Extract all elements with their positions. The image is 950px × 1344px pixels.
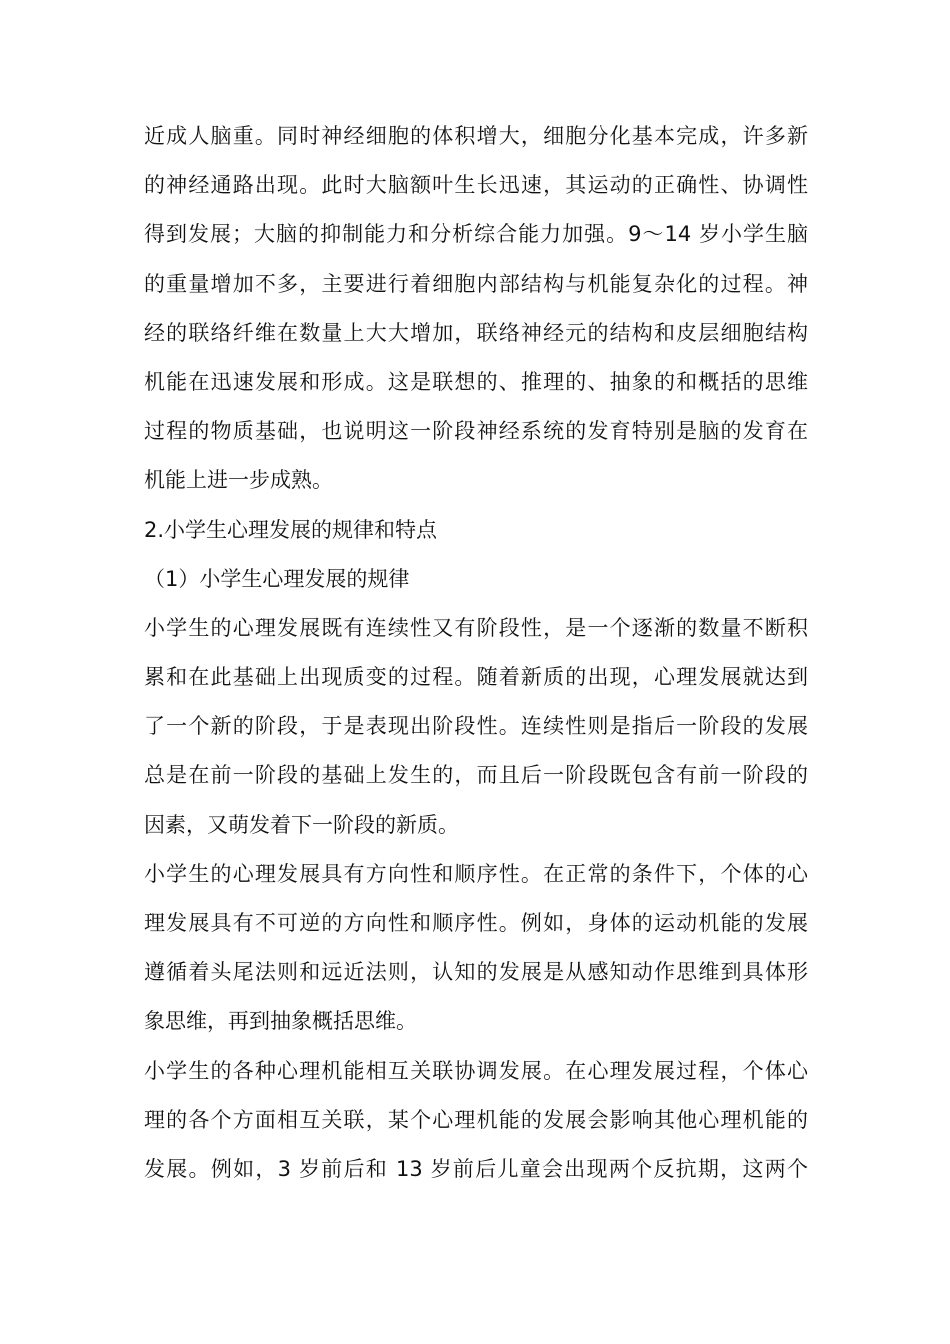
- body-text-line: 了一个新的阶段，于是表现出阶段性。连续性则是指后一阶段的发展: [144, 714, 808, 739]
- body-text-line: 小学生的心理发展既有连续性又有阶段性，是一个逐渐的数量不断积: [144, 615, 808, 640]
- body-text-line: 理的各个方面相互关联，某个心理机能的发展会影响其他心理机能的: [144, 1107, 808, 1132]
- body-text-line: 理发展具有不可逆的方向性和顺序性。例如，身体的运动机能的发展: [144, 911, 808, 935]
- section-heading: 2.小学生心理发展的规律和特点: [144, 517, 438, 542]
- body-text-line: 近成人脑重。同时神经细胞的体积增大，细胞分化基本完成，许多新: [144, 124, 808, 148]
- body-text-line: 机能上进一步成熟。: [144, 468, 333, 493]
- document-body: [144, 112, 808, 1194]
- body-text-line: 总是在前一阶段的基础上发生的，而且后一阶段既包含有前一阶段的: [144, 763, 808, 788]
- subsection-heading: （1）小学生心理发展的规律: [144, 566, 410, 591]
- body-text-line: 过程的物质基础，也说明这一阶段神经系统的发育特别是脑的发育在: [144, 419, 808, 444]
- body-text-line: 机能在迅速发展和形成。这是联想的、推理的、抽象的和概括的思维: [144, 369, 808, 394]
- body-text-line: 象思维，再到抽象概括思维。: [144, 1009, 417, 1034]
- body-text-line: 累和在此基础上出现质变的过程。随着新质的出现，心理发展就达到: [144, 665, 808, 690]
- body-text-line: 得到发展；大脑的抑制能力和分析综合能力加强。9～14 岁小学生脑: [144, 222, 808, 247]
- body-text-line: 小学生的各种心理机能相互关联协调发展。在心理发展过程，个体心: [144, 1058, 808, 1083]
- body-text-line: 发展。例如，3 岁前后和 13 岁前后儿童会出现两个反抗期，这两个: [144, 1156, 808, 1181]
- body-text-line: 小学生的心理发展具有方向性和顺序性。在正常的条件下，个体的心: [144, 861, 808, 886]
- body-text-line: 因素，又萌发着下一阶段的新质。: [144, 812, 459, 837]
- body-text-line: 经的联络纤维在数量上大大增加，联络神经元的结构和皮层细胞结构: [144, 320, 808, 345]
- body-text-line: 的神经通路出现。此时大脑额叶生长迅速，其运动的正确性、协调性: [144, 173, 808, 198]
- body-text-line: 遵循着头尾法则和远近法则，认知的发展是从感知动作思维到具体形: [144, 960, 808, 985]
- body-text-line: 的重量增加不多，主要进行着细胞内部结构与机能复杂化的过程。神: [144, 271, 808, 296]
